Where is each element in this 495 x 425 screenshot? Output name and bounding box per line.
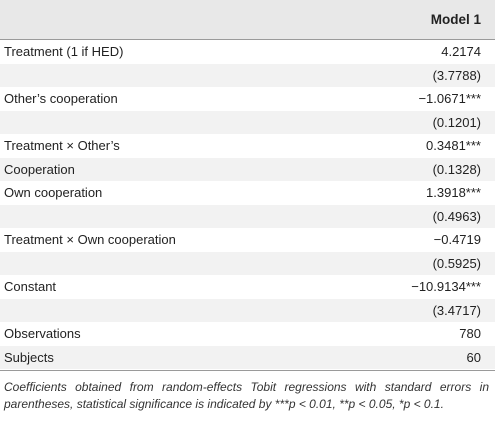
table-row [0, 299, 495, 323]
table-header-row [0, 0, 495, 40]
table-row [0, 205, 495, 229]
row-value: 780 [459, 326, 481, 342]
row-label: Own cooperation [4, 185, 103, 201]
table-row [0, 252, 495, 276]
row-value: (3.7788) [432, 67, 481, 83]
row-value: −10.9134*** [411, 279, 481, 295]
table-row [0, 64, 495, 88]
row-label: Treatment (1 if HED) [4, 44, 124, 60]
row-value: 4.2174 [441, 44, 481, 60]
row-value: 1.3918*** [426, 185, 481, 201]
row-value: −0.4719 [433, 232, 481, 248]
table-row [0, 40, 495, 64]
row-label: Cooperation [4, 161, 75, 177]
row-label: Observations [4, 326, 81, 342]
table-row [0, 134, 495, 158]
row-value: (3.4717) [432, 302, 481, 318]
row-value: (0.4963) [432, 208, 481, 224]
table-row [0, 228, 495, 252]
table-row [0, 111, 495, 135]
table-row [0, 322, 495, 346]
table-row [0, 346, 495, 370]
table-footnote: Coefficients obtained from random-effects Tobit regressions with standard errors in parentheses, statistical significance is indicated by ***p < 0.01, **p < 0.05, *p < 0.1. [4, 380, 489, 411]
row-value: (0.1328) [432, 161, 481, 177]
row-label: Treatment × Own cooperation [4, 232, 176, 248]
row-label: Treatment × Other’s [4, 138, 120, 154]
row-value: (0.1201) [432, 114, 481, 130]
table-row [0, 158, 495, 182]
row-value: (0.5925) [432, 255, 481, 271]
row-value: 0.3481*** [426, 138, 481, 154]
table-row [0, 87, 495, 111]
row-value: −1.0671*** [418, 91, 481, 107]
row-label: Constant [4, 279, 57, 295]
column-header-model-1: Model 1 [430, 12, 481, 27]
row-label: Other’s cooperation [4, 91, 118, 107]
table-row [0, 275, 495, 299]
row-label: Subjects [4, 349, 54, 365]
table-row [0, 181, 495, 205]
row-value: 60 [466, 349, 481, 365]
